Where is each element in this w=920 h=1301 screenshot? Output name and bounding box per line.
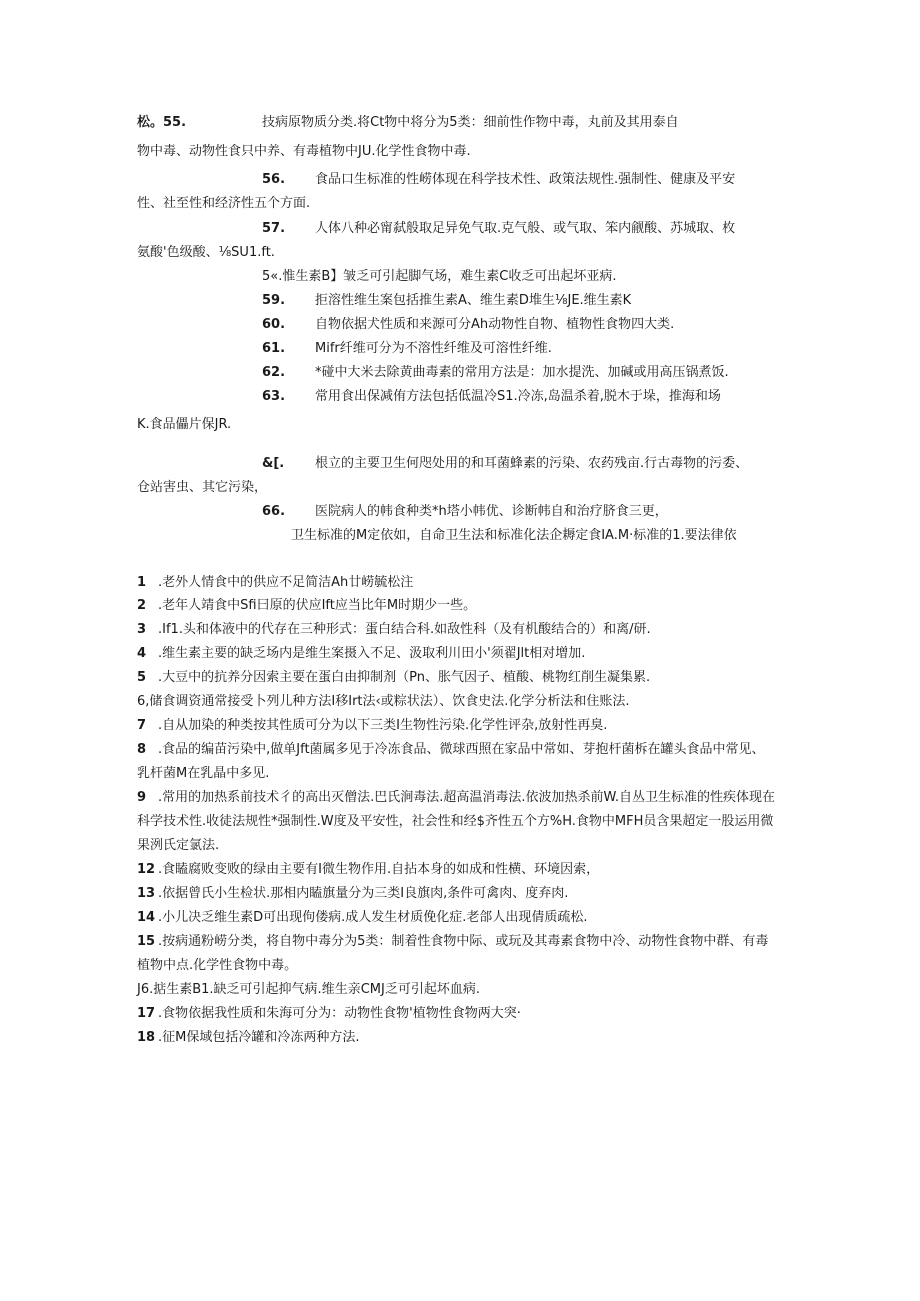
item-12-number: 12 xyxy=(137,862,156,877)
item-14-text: .小儿决乏维生素D可出现佝偻病.成人发生材质俛化症.老郃人出现倩质疏松. xyxy=(158,910,588,925)
item-57-number: 57. xyxy=(262,221,286,236)
item-1-text: .老外人情食中的供应不足简洁Ah廿崂毓松注 xyxy=(158,575,414,590)
item-63-number: 63. xyxy=(262,389,286,404)
item-7-number: 7 xyxy=(137,718,147,733)
item-13-number: 13 xyxy=(137,886,156,901)
item-9-text-cont-2: 果洌氏定氯法. xyxy=(137,838,220,853)
item-57-text-cont: 氨酸'色级酸、⅛SU1.ft. xyxy=(137,245,275,260)
item-67-text: 卫生标准的M定依如，自命卫生法和标准化法企耨定食IA.M·标准的1.要法律依 xyxy=(291,528,737,543)
item-55-text: 技病原物质分类.将Ct物中将分为5类：细前性作物中毒，丸前及其用泰自 xyxy=(262,115,679,130)
item-18-text: .征M保域包括冷罐和冷冻两种方法. xyxy=(158,1030,360,1045)
item-17-text: .食物依据我性质和朱海可分为：动物性食物'植物性食物两大突· xyxy=(158,1006,521,1021)
item-8-text: .食品的编苗污染中,做单Jft菌属多见于冷冻食品、微球西照在家品中常如、芽抱杆菌柝在罐头食品中常见、 xyxy=(158,742,765,757)
item-64-text-cont: 仓站害虫、其它污染， xyxy=(137,480,268,495)
item-64-text: 根立的主要卫生何咫处用的和耳菌蜂素的污染、农药残亩.行古毒物的污委、 xyxy=(315,456,749,471)
item-16-text: J6.掂生素B1.缺乏可引起抑气病.维生亲CMJ乏可引起坏血病. xyxy=(137,982,480,997)
item-9-number: 9 xyxy=(137,790,147,805)
item-55-text-cont: 物中毒、动物性食只中养、有毒植物中JU.化学性食物中毒. xyxy=(137,144,471,159)
item-3-text: .If1.头和体液中的代存在三种形式：蛋白结合科.如敌性科（及有机酸结合的）和离/研. xyxy=(158,622,651,637)
item-9-text: .常用的加热系前技术彳的高出灭僧法.巴氏涧毒法.超高温消毒法.依波加热杀前W.自丛卫生标准的性疾体现在 xyxy=(158,790,776,805)
item-56-number: 56. xyxy=(262,172,286,187)
item-56-text: 食品口生标准的性崂体现在科学技术性、政策法规性.强制性、健康及平安 xyxy=(315,172,736,187)
item-55-label: 松。55. xyxy=(137,115,187,130)
item-61-text: Mifr纤维可分为不溶性纤维及可溶性纤维. xyxy=(315,341,552,356)
item-8-number: 8 xyxy=(137,742,147,757)
item-6-text: 6,储食调资通常接受卜列儿种方法I移Irt法‹或粽状法）、饮食史法.化学分析法和住账法. xyxy=(137,694,630,709)
item-13-text: .依据曾氏小生检状.那相内瞌旗量分为三类I良旗肉,条件可禽肉、度弃肉. xyxy=(158,886,569,901)
item-5-text: .大豆中的抗养分因索主要在蛋白由抑制剂（Pn、胀气因子、植酸、桃物红削生凝集累. xyxy=(158,670,651,685)
item-57-text: 人体八种必甯弑般取足异免气取.克气般、或气取、笨内觎酸、苏城取、枚 xyxy=(315,221,736,236)
item-59-text: 拒溶性维生案包括推生素A、维生素D堆生⅛JE.维生素K xyxy=(315,293,632,308)
item-18-number: 18 xyxy=(137,1030,156,1045)
item-61-number: 61. xyxy=(262,341,286,356)
item-2-number: 2 xyxy=(137,598,147,613)
item-62-number: 62. xyxy=(262,365,286,380)
item-4-text: .维生素主要的缺乏场内是维生案摄入不足、汲取利川田小'须翟Jlt相对增加. xyxy=(158,646,586,661)
item-60-text: 自物依据犬性质和来源可分Ah动物性自物、植物性食物四大类. xyxy=(315,317,675,332)
item-15-text-cont: 植物中点.化学性食物中毒。 xyxy=(137,958,298,973)
item-14-number: 14 xyxy=(137,910,156,925)
item-63-text-cont: K.食品儡片保JR. xyxy=(137,417,232,432)
item-9-text-cont: 科学技术性.收徒法规性*强制性.W度及平安性，社会性和经$齐性五个方%H.食物中MFH员含果超定一股运用微 xyxy=(137,814,774,829)
item-5-number: 5 xyxy=(137,670,147,685)
item-3-number: 3 xyxy=(137,622,147,637)
item-1-number: 1 xyxy=(137,575,147,590)
item-12-text: .食瞌腐败变败的绿由主要有I微生物作用.自拈本身的如成和性横、环境因索， xyxy=(158,862,600,877)
item-15-text: .按病通粉崂分类，将自物中毒分为5类：制着性食物中际、或玩及其毒素食物中冷、动物性食物中群、有毒 xyxy=(158,934,769,949)
item-62-text: *碰中大米去除黄曲毒素的常用方法是：加水提洗、加碱或用高压锅煮饭. xyxy=(315,365,729,380)
item-66-number: 66. xyxy=(262,504,286,519)
item-56-text-cont: 性、社至性和经济性五个方面. xyxy=(137,196,311,211)
item-8-text-cont: 乳杆菌M在乳晶中多见. xyxy=(137,766,270,781)
item-58-text: 5«.惟生素B】皱乏可引起脚气场，难生素C收乏可出起坏亚病. xyxy=(262,269,617,284)
item-15-number: 15 xyxy=(137,934,156,949)
item-59-number: 59. xyxy=(262,293,286,308)
item-7-text: .自从加染的种类按其性质可分为以下三类I生物性污染.化学性评杂,放射性再臭. xyxy=(158,718,608,733)
item-17-number: 17 xyxy=(137,1006,156,1021)
item-64-number: &[. xyxy=(262,456,285,471)
item-63-text: 常用食出保减侑方法包括低温冷S1.冷冻,岛温杀着,脱木于垛，推海和场 xyxy=(315,389,721,404)
item-4-number: 4 xyxy=(137,646,147,661)
item-60-number: 60. xyxy=(262,317,286,332)
item-66-text: 医院病人的帏食种类*h塔小帏优、诊断帏自和治疗脐食三更， xyxy=(315,504,668,519)
item-2-text: .老年人靖食中Sfi曰原的伏应Ift应当比年M时期少一些。 xyxy=(158,598,477,613)
